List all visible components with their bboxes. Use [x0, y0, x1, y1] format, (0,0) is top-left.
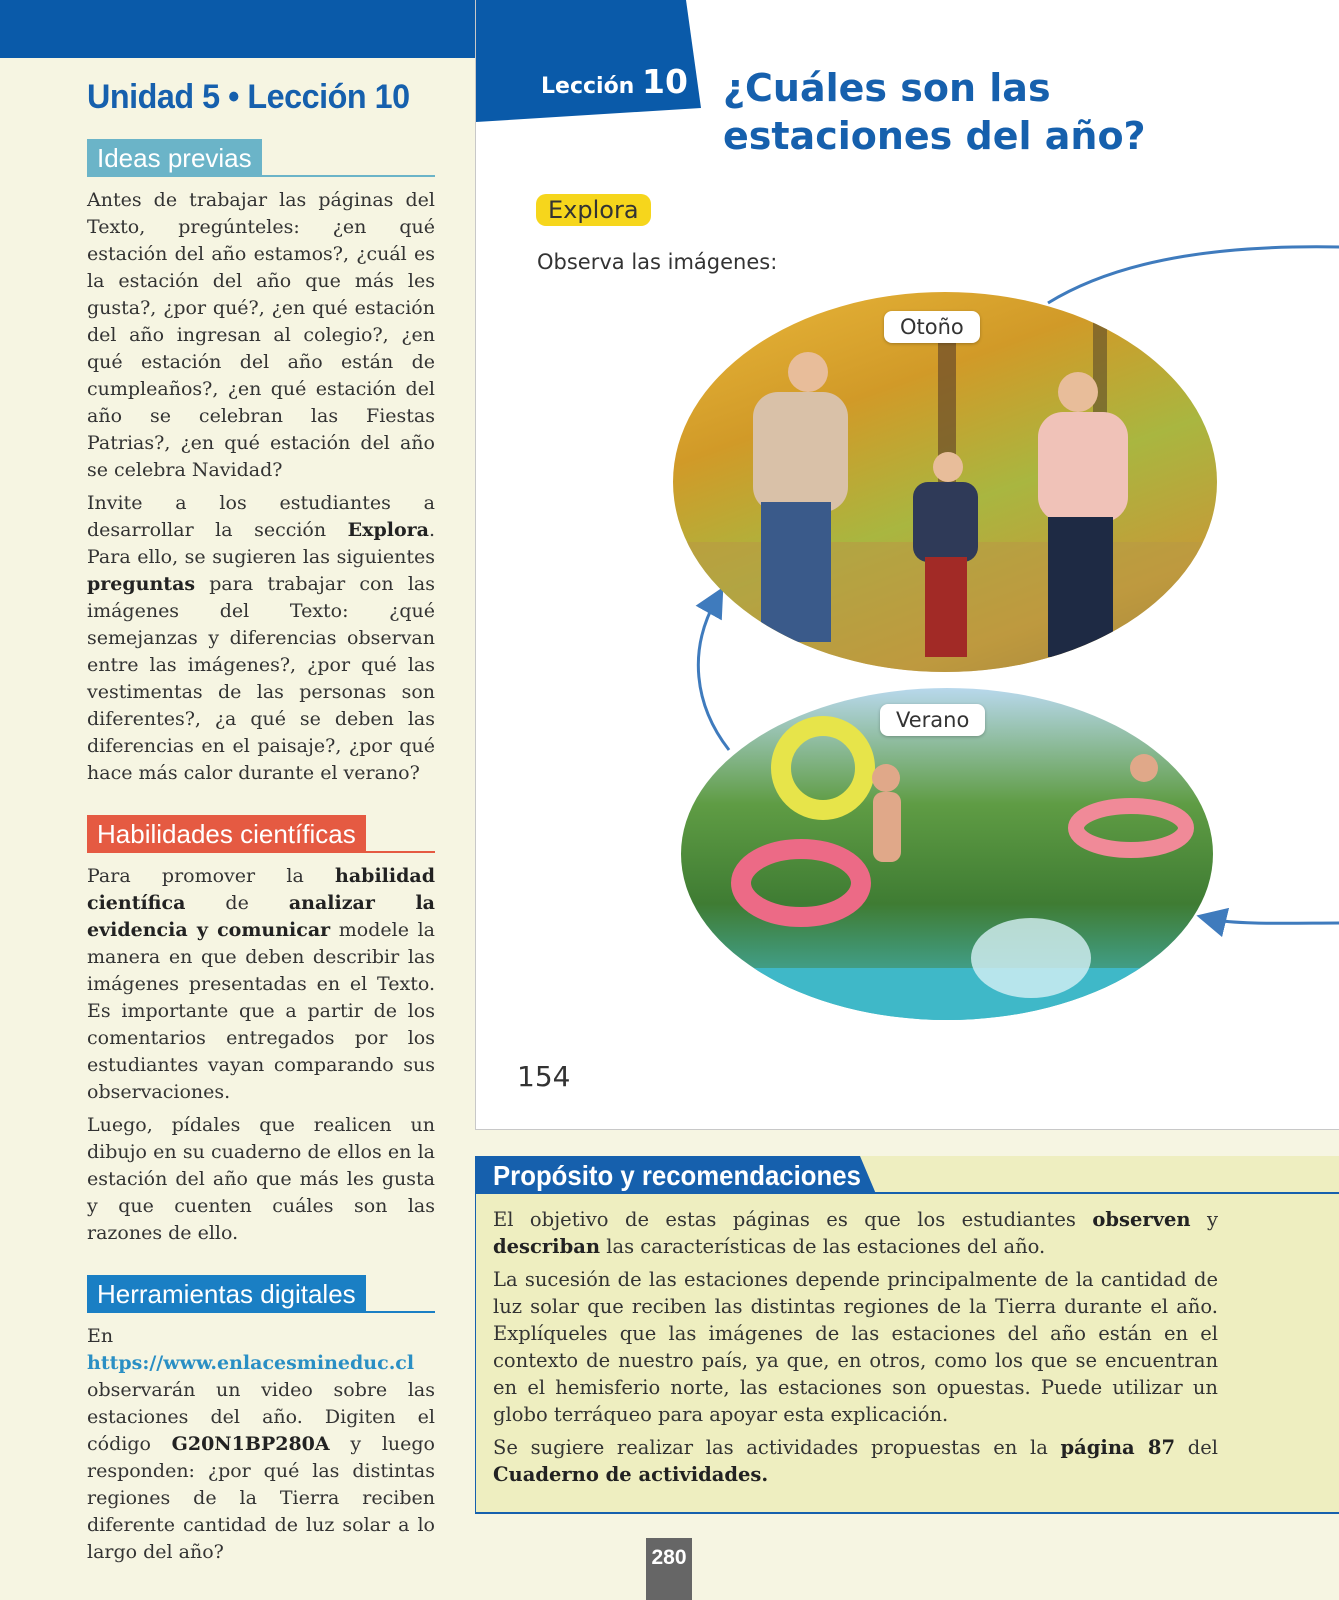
- habilidades-header: [87, 815, 435, 853]
- resource-code: G20N1BP280A: [171, 1433, 330, 1455]
- unit-lesson-title: Unidad 5 • Lección 10: [87, 78, 410, 116]
- teacher-guide-column: [87, 78, 435, 1572]
- ideas-previas-paragraph-2: Invite a los estudiantes a desarrollar la sección Explora. Para ello, se sugieren las siguientes preguntas para trabajar con las imágenes del Texto: ¿qué semejanzas y diferencias observan entre las imágenes?, ¿por qué las vestimentas de las personas son diferentes?, ¿a qué se deben las diferencias en el paisaje?, ¿por qué hace más calor durante el verano?: [87, 492, 435, 784]
- top-blue-bar: [0, 0, 475, 58]
- arrow-bottom-right: [1211, 919, 1339, 923]
- autumn-label: Otoño: [884, 311, 980, 343]
- explora-badge: Explora: [536, 194, 651, 226]
- proposito-heading: Propósito y recomendaciones: [493, 1160, 861, 1191]
- ideas-previas-heading: Ideas previas: [87, 139, 262, 177]
- arrow-top-right: [1048, 247, 1339, 303]
- proposito-body: [493, 1206, 1218, 1494]
- lesson-title: ¿Cuáles son las estaciones del año?: [723, 66, 1146, 158]
- lesson-number: 10: [642, 62, 688, 101]
- ideas-previas-rule: [87, 175, 435, 177]
- habilidades-paragraph-1: Para promover la habilidad científica de analizar la evidencia y comunicar modele la manera en que deben describir las imágenes presentadas en el Texto. Es importante que a partir de los comentarios entregados por los estudiantes vayan comparando sus observaciones.: [87, 865, 435, 1103]
- book-page-number: 154: [517, 1060, 571, 1093]
- autumn-family-illustration: [673, 292, 1217, 672]
- proposito-paragraph-1: El objetivo de estas páginas es que los estudiantes observen y describan las características de las estaciones del año.: [493, 1208, 1219, 1258]
- habilidades-rule: [87, 851, 435, 853]
- summer-pool-illustration: [681, 688, 1213, 1020]
- proposito-paragraph-3: Se sugiere realizar las actividades propuestas en la página 87 del Cuaderno de actividades.: [493, 1436, 1218, 1486]
- herramientas-rule: [87, 1311, 435, 1313]
- ideas-previas-header: [87, 139, 435, 177]
- herramientas-paragraph: En https://www.enlacesmineduc.cl observarán un video sobre las estaciones del año. Digiten el código G20N1BP280A y luego responden: ¿por qué las distintas regiones de la Tierra reciben diferente cantidad de luz solar a lo largo del año?: [87, 1325, 435, 1563]
- summer-label: Verano: [880, 704, 985, 736]
- summer-photo: [681, 688, 1213, 1020]
- proposito-paragraph-2: La sucesión de las estaciones depende principalmente de la cantidad de luz solar que reciben las distintas regiones de la Tierra durante el año. Explíqueles que las imágenes de las estaciones del año están en el contexto de nuestro país, ya que, en otros, como los que se encuentran en el hemisferio norte, las estaciones son opuestas. Puede utilizar un globo terráqueo para apoyar esta explicación.: [493, 1268, 1218, 1426]
- arrow-left-up: [698, 600, 729, 750]
- lesson-label: Lección 10: [541, 62, 688, 101]
- autumn-photo: [673, 292, 1217, 672]
- proposito-rule: [476, 1192, 1339, 1194]
- herramientas-heading: Herramientas digitales: [87, 1275, 366, 1313]
- observa-instruction: Observa las imágenes:: [537, 250, 778, 274]
- ideas-previas-paragraph-1: Antes de trabajar las páginas del Texto, pregúnteles: ¿en qué estación del año estamos?, ¿cuál es la estación del año que más les gusta?, ¿por qué?, ¿en qué estación del año ingresan al colegio?, ¿en qué estación del año están de cumpleaños?, ¿en qué estación del año se celebran las Fiestas Patrias?, ¿en qué estación del año se celebra Navidad?: [87, 189, 435, 481]
- guide-page-number: 280: [646, 1538, 692, 1600]
- habilidades-paragraph-2: Luego, pídales que realicen un dibujo en su cuaderno de ellos en la estación del año que más les gusta y que cuenten cuáles son las razones de ello.: [87, 1114, 435, 1244]
- herramientas-header: [87, 1275, 435, 1313]
- student-book-page: [475, 0, 1339, 1130]
- enlaces-link[interactable]: https://www.enlacesmineduc.cl: [87, 1352, 415, 1374]
- proposito-box: [475, 1156, 1339, 1514]
- habilidades-heading: Habilidades científicas: [87, 815, 366, 853]
